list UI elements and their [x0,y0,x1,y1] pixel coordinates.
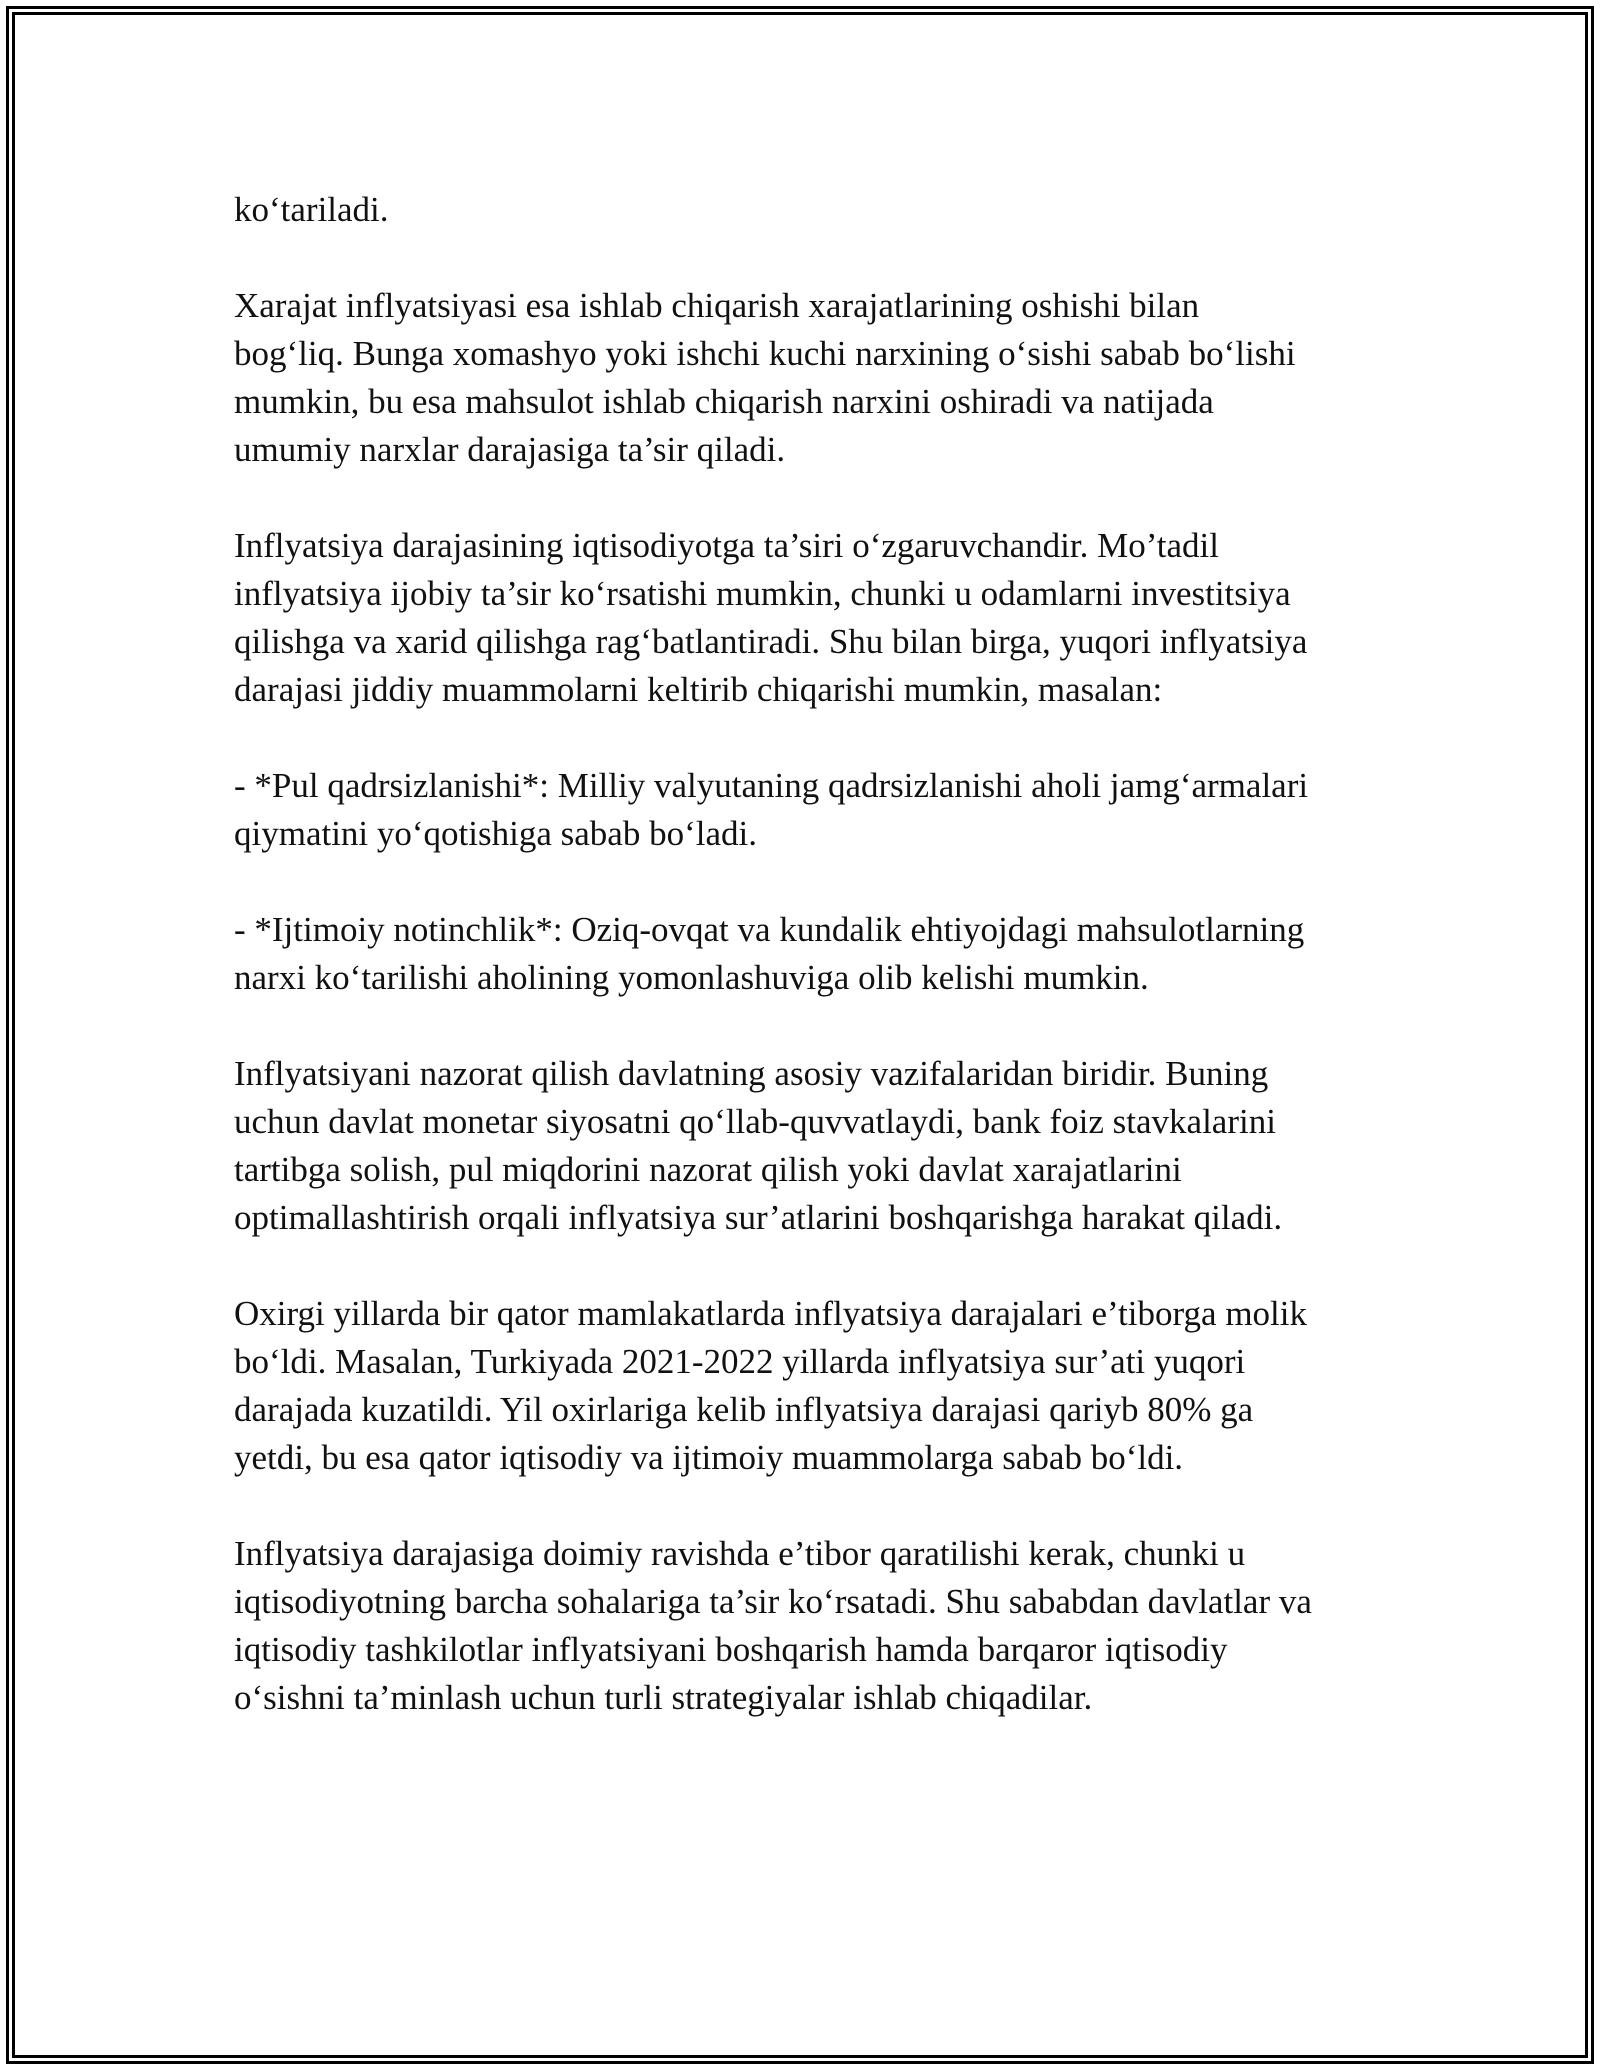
list-item-social-unrest: - *Ijtimoiy notinchlik*: Oziq-ovqat va kundalik ehtiyojdagi mahsulotlarning narxi ko‘tarilishi aholining yomonlashuviga olib kelishi mumkin. [234,910,1305,997]
paragraph-inflation-impact: Inflyatsiya darajasining iqtisodiyotga ta’siri o‘zgaruvchandir. Mo’tadil inflyatsiya ijobiy ta’sir ko‘rsatishi mumkin, chunki u odamlarni investitsiya qilishga va xarid qilishga rag‘batlantiradi. Shu bilan birga, yuqori inflyatsiya darajasi jiddiy muammolarni keltirib chiqarishi mumkin, masalan: [234,526,1308,709]
paragraph-continuation: ko‘tariladi. [234,190,389,229]
paragraph-recent-years: Oxirgi yillarda bir qator mamlakatlarda inflyatsiya darajalari e’tiborga molik bo‘ldi. Masalan, Turkiyada 2021-2022 yillarda inflyatsiya sur’ati yuqori darajada kuzatildi. Yil oxirlariga kelib inflyatsiya darajasi qariyb 80% ga yetdi, bu esa qator iqtisodiy va ijtimoiy muammolarga sabab bo‘ldi. [234,1294,1307,1477]
paragraph-inflation-control: Inflyatsiyani nazorat qilish davlatning asosiy vazifalaridan biridir. Buning uchun davlat monetar siyosatni qo‘llab-quvvatlaydi, bank foiz stavkalarini tartibga solish, pul miqdorini nazorat qilish yoki davlat xarajatlarini optimallashtirish orqali inflyatsiya sur’atlarini boshqarishga harakat qiladi. [234,1054,1283,1237]
paragraph-cost-inflation: Xarajat inflyatsiyasi esa ishlab chiqarish xarajatlarining oshishi bilan bog‘liq. Bunga xomashyo yoki ishchi kuchi narxining o‘sishi sabab bo‘lishi mumkin, bu esa mahsulot ishlab chiqarish narxini oshiradi va natijada umumiy narxlar darajasiga ta’sir qiladi. [234,286,1296,469]
list-item-currency-devaluation: - *Pul qadrsizlanishi*: Milliy valyutaning qadrsizlanishi aholi jamg‘armalari qiymatini yo‘qotishiga sabab bo‘ladi. [234,766,1309,853]
document-body [234,186,1384,1722]
paragraph-conclusion: Inflyatsiya darajasiga doimiy ravishda e’tibor qaratilishi kerak, chunki u iqtisodiyotning barcha sohalariga ta’sir ko‘rsatadi. Shu sababdan davlatlar va iqtisodiy tashkilotlar inflyatsiyani boshqarish hamda barqaror iqtisodiy o‘sishni ta’minlash uchun turli strategiyalar ishlab chiqadilar. [234,1534,1312,1717]
